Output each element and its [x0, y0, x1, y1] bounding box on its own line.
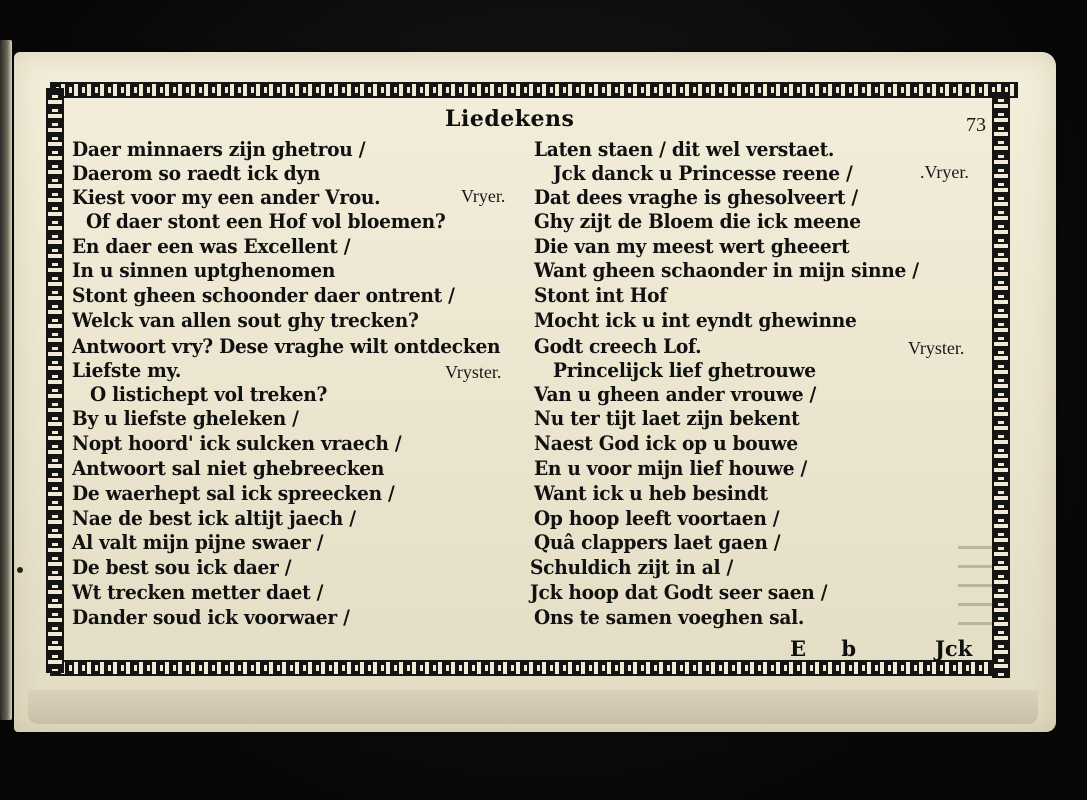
- verse-line: Mocht ick u int eyndt ghewinne: [534, 308, 857, 332]
- border-bottom: [50, 660, 1010, 676]
- verse-line: Op hoop leeft voortaen /: [534, 506, 780, 530]
- catchword: Jck: [935, 636, 973, 661]
- verse-line: Want gheen schaonder in mijn sinne /: [534, 258, 919, 282]
- verse-line: Quâ clappers laet gaen /: [534, 530, 781, 554]
- verse-line: Jck danck u Princesse reene /: [553, 161, 853, 185]
- verse-line: Nae de best ick altijt jaech /: [72, 506, 356, 530]
- verse-line: In u sinnen uptghenomen: [72, 258, 336, 282]
- verse-line: Schuldich zijt in al /: [530, 555, 734, 579]
- verse-line: Wt trecken metter daet /: [72, 580, 324, 604]
- verse-line: Want ick u heb besindt: [534, 481, 768, 505]
- verse-line: De best sou ick daer /: [72, 555, 292, 579]
- running-head: Liedekens: [445, 106, 575, 132]
- verse-line: Antwoort sal niet ghebreecken: [72, 456, 385, 480]
- verse-line: De waerhept sal ick spreecken /: [72, 481, 395, 505]
- signature-mark: E b: [790, 636, 871, 661]
- verse-line: Laten staen / dit wel verstaet.: [534, 137, 835, 161]
- speaker-label: Vryer.: [461, 186, 506, 206]
- verse-line: Antwoort vry? Dese vraghe wilt ontdecken: [72, 334, 501, 358]
- verse-line: Godt creech Lof.: [534, 334, 702, 358]
- verse-line: Daerom so raedt ick dyn: [72, 161, 321, 185]
- verse-line: Dander soud ick voorwaer /: [72, 605, 350, 629]
- verse-line: Die van my meest wert gheeert: [534, 234, 850, 258]
- verse-line: Princelijck lief ghetrouwe: [553, 358, 816, 382]
- verse-line: By u liefste gheleken /: [72, 406, 299, 430]
- border-right: [992, 92, 1010, 678]
- verse-line: En daer een was Excellent /: [72, 234, 351, 258]
- verse-line: Of daer stont een Hof vol bloemen?: [86, 209, 446, 233]
- verse-line: Stont int Hof: [534, 283, 668, 307]
- border-left: [46, 88, 64, 673]
- verse-line: Ons te samen voeghen sal.: [534, 605, 805, 629]
- verse-line: Jck hoop dat Godt seer saen /: [530, 580, 828, 604]
- verse-line: Naest God ick op u bouwe: [534, 431, 798, 455]
- verse-line: Daer minnaers zijn ghetrou /: [72, 137, 366, 161]
- book-binding: [0, 40, 12, 720]
- verse-line: Stont gheen schoonder daer ontrent /: [72, 283, 455, 307]
- verse-line: Kiest voor my een ander Vrou.: [72, 185, 381, 209]
- verse-line: O listichept vol treken?: [90, 382, 328, 406]
- speaker-label: Vryster.: [908, 338, 965, 358]
- speaker-label: .Vryer.: [920, 162, 969, 182]
- verse-line: Al valt mijn pijne swaer /: [72, 530, 324, 554]
- verse-line: Nopt hoord' ick sulcken vraech /: [72, 431, 402, 455]
- verse-line: Dat dees vraghe is ghesolveert /: [534, 185, 858, 209]
- verse-line: Welck van allen sout ghy trecken?: [72, 308, 419, 332]
- verse-line: Liefste my.: [72, 358, 182, 382]
- margin-dot: [17, 567, 23, 573]
- verse-line: Ghy zijt de Bloem die ick meene: [534, 209, 861, 233]
- border-top: [50, 82, 1018, 98]
- verse-line: En u voor mijn lief houwe /: [534, 456, 808, 480]
- verse-line: Nu ter tijt laet zijn bekent: [534, 406, 800, 430]
- verse-line: Van u gheen ander vrouwe /: [534, 382, 817, 406]
- speaker-label: Vryster.: [445, 362, 502, 382]
- page-number: 73: [966, 114, 986, 136]
- page-edge: [28, 690, 1038, 724]
